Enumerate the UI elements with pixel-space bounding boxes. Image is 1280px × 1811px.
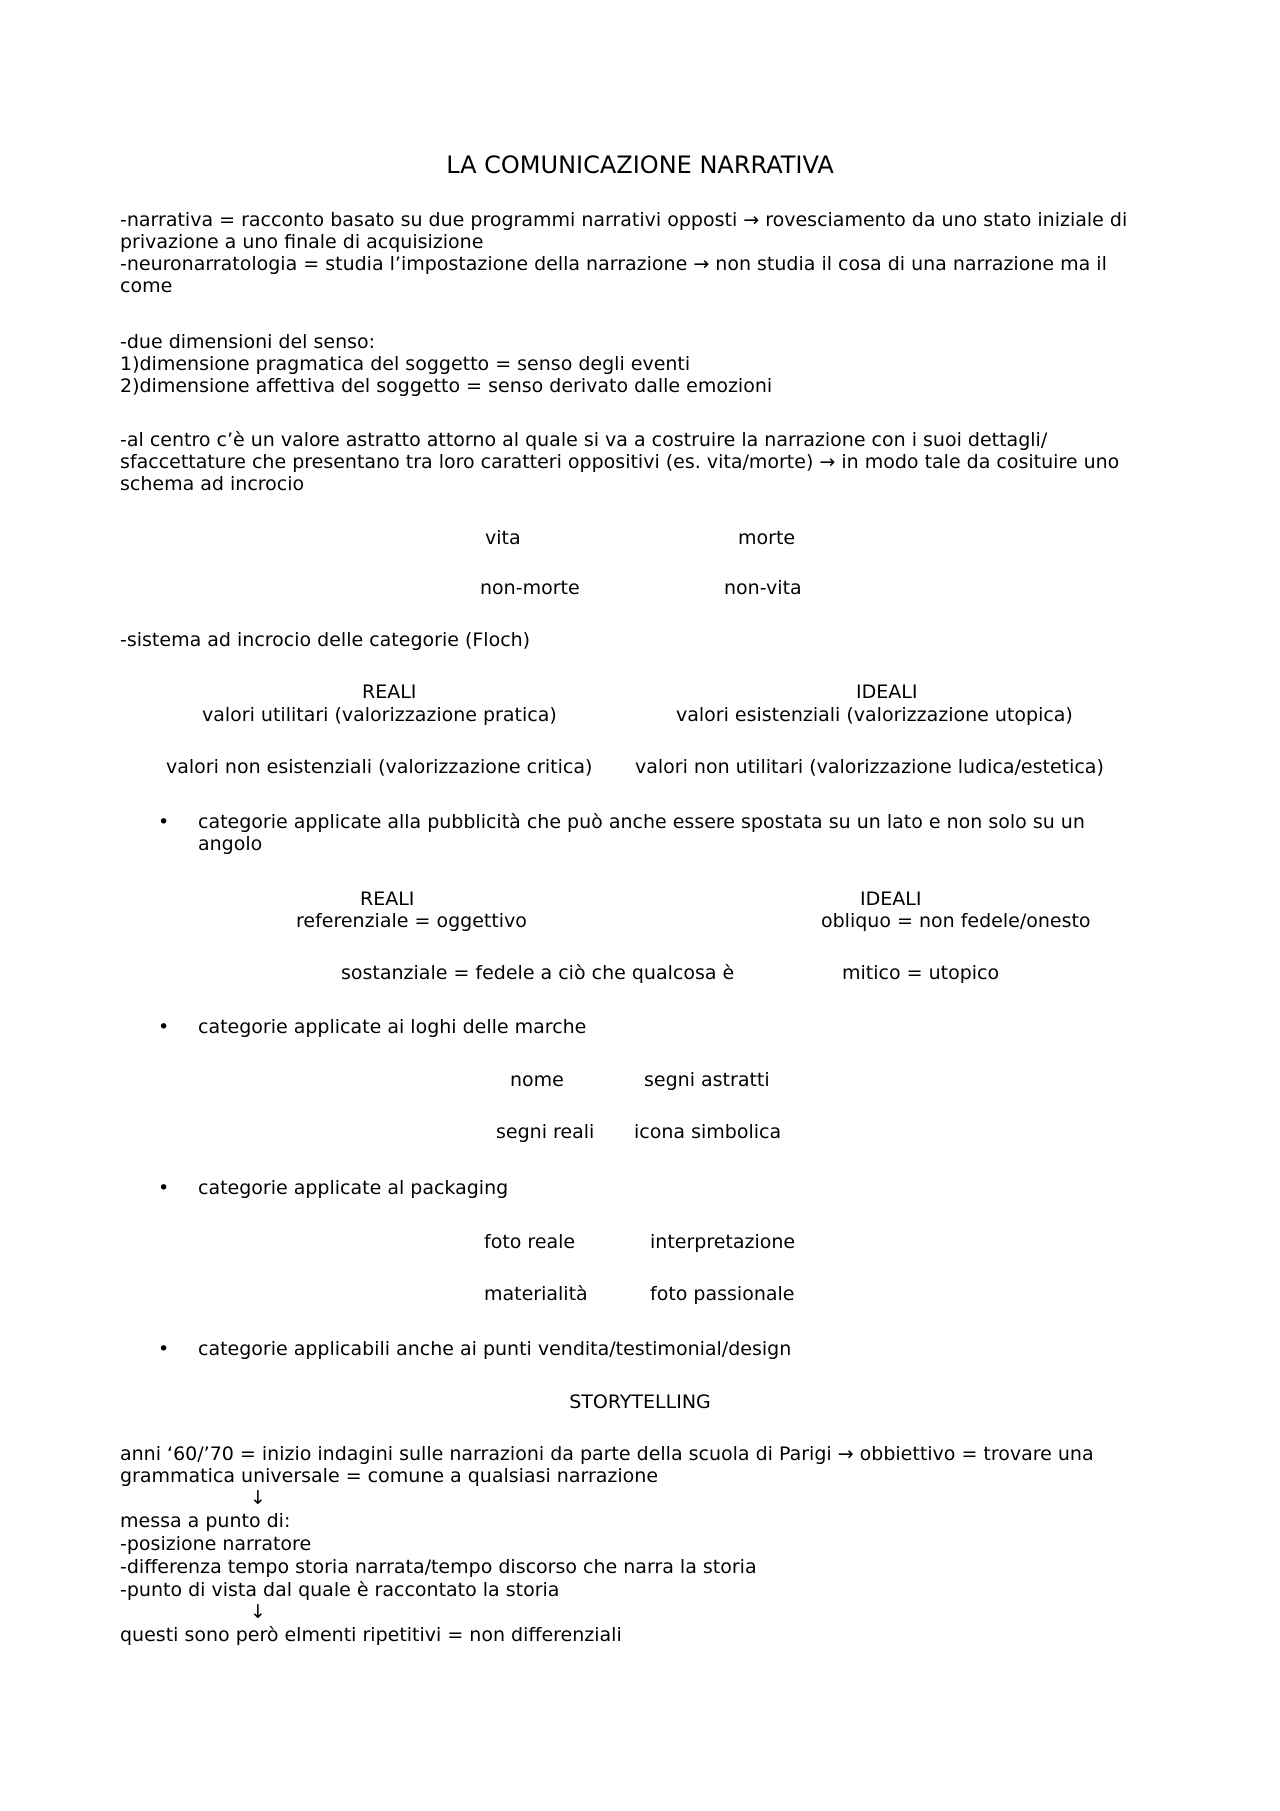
square1-bottom-right: non-vita bbox=[724, 577, 802, 599]
storytelling-line: -posizione narratore bbox=[120, 1533, 312, 1555]
storytelling-line: -punto di vista dal quale è raccontato la storia bbox=[120, 1579, 560, 1601]
bullet-pubblicita bbox=[198, 812, 1138, 856]
pubblicita-top-left: referenziale = oggettivo bbox=[296, 910, 527, 932]
senso-line: 2)dimensione affettiva del soggetto = senso derivato dalle emozioni bbox=[120, 374, 773, 397]
valore-paragraph bbox=[120, 430, 1160, 496]
storytelling-line: anni ‘60/’70 = inizio indagini sulle narrazioni da parte della scuola di Parigi → obbiettivo = trovare una bbox=[120, 1443, 1094, 1465]
bullet-marker: • bbox=[158, 1016, 170, 1038]
intro-paragraph bbox=[120, 210, 1160, 297]
storytelling-line: grammatica universale = comune a qualsiasi narrazione bbox=[120, 1465, 659, 1487]
packaging-top-right: interpretazione bbox=[650, 1231, 796, 1253]
down-arrow-icon: ↓ bbox=[250, 1601, 266, 1623]
bullet-pubblicita-line: angolo bbox=[198, 832, 263, 855]
floch-top-right: valori esistenziali (valorizzazione utopica) bbox=[676, 704, 1073, 726]
valore-line: schema ad incrocio bbox=[120, 472, 305, 495]
loghi-top-left: nome bbox=[510, 1069, 564, 1091]
intro-line: come bbox=[120, 274, 173, 297]
floch-ideali-label: IDEALI bbox=[856, 681, 918, 703]
bullet-punti-vendita: categorie applicabili anche ai punti vendita/testimonial/design bbox=[198, 1338, 792, 1360]
valore-line: sfaccettature che presentano tra loro caratteri oppositivi (es. vita/morte) → in modo tale da cosituire uno bbox=[120, 450, 1120, 473]
loghi-bottom-left: segni reali bbox=[496, 1121, 595, 1143]
storytelling-line: questi sono però elmenti ripetitivi = non differenziali bbox=[120, 1624, 622, 1646]
valore-line: -al centro c’è un valore astratto attorno al quale si va a costruire la narrazione con i suoi dettagli/ bbox=[120, 429, 1048, 451]
senso-paragraph bbox=[120, 332, 1160, 398]
intro-line: -narrativa = racconto basato su due programmi narrativi opposti → rovesciamento da uno stato iniziale di bbox=[120, 209, 1128, 231]
square1-bottom-left: non-morte bbox=[480, 577, 580, 599]
down-arrow-icon: ↓ bbox=[250, 1487, 266, 1509]
pubblicita-bottom-left: sostanziale = fedele a ciò che qualcosa è bbox=[341, 962, 735, 984]
floch-top-left: valori utilitari (valorizzazione pratica) bbox=[202, 704, 557, 726]
bullet-marker: • bbox=[158, 1177, 170, 1199]
loghi-bottom-right: icona simbolica bbox=[634, 1121, 782, 1143]
bullet-marker: • bbox=[158, 811, 170, 833]
storytelling-line: -differenza tempo storia narrata/tempo discorso che narra la storia bbox=[120, 1556, 757, 1578]
storytelling-title: STORYTELLING bbox=[569, 1391, 711, 1413]
packaging-bottom-right: foto passionale bbox=[650, 1283, 795, 1305]
pubblicita-top-right: obliquo = non fedele/onesto bbox=[821, 910, 1091, 932]
loghi-top-right: segni astratti bbox=[644, 1069, 770, 1091]
pubblicita-ideali-label: IDEALI bbox=[860, 888, 922, 910]
bullet-pubblicita-line: categorie applicate alla pubblicità che può anche essere spostata su un lato e non solo su un bbox=[198, 811, 1085, 833]
floch-intro: -sistema ad incrocio delle categorie (Floch) bbox=[120, 629, 531, 651]
senso-line: -due dimensioni del senso: bbox=[120, 331, 376, 353]
bullet-loghi: categorie applicate ai loghi delle marche bbox=[198, 1016, 587, 1038]
storytelling-line: messa a punto di: bbox=[120, 1510, 291, 1532]
bullet-packaging: categorie applicate al packaging bbox=[198, 1177, 509, 1199]
floch-bottom-right: valori non utilitari (valorizzazione ludica/estetica) bbox=[635, 756, 1104, 778]
pubblicita-bottom-right: mitico = utopico bbox=[842, 962, 1000, 984]
packaging-bottom-left: materialità bbox=[484, 1283, 588, 1305]
bullet-marker: • bbox=[158, 1338, 170, 1360]
square1-top-right: morte bbox=[738, 527, 796, 549]
floch-reali-label: REALI bbox=[362, 681, 417, 703]
page-title: LA COMUNICAZIONE NARRATIVA bbox=[446, 151, 834, 179]
pubblicita-reali-label: REALI bbox=[360, 888, 415, 910]
intro-line: privazione a uno finale di acquisizione bbox=[120, 230, 484, 253]
square1-top-left: vita bbox=[485, 527, 521, 549]
floch-bottom-left: valori non esistenziali (valorizzazione critica) bbox=[166, 756, 593, 778]
senso-line: 1)dimensione pragmatica del soggetto = senso degli eventi bbox=[120, 352, 691, 375]
packaging-top-left: foto reale bbox=[484, 1231, 576, 1253]
intro-line: -neuronarratologia = studia l’impostazione della narrazione → non studia il cosa di una narrazione ma il bbox=[120, 252, 1107, 275]
